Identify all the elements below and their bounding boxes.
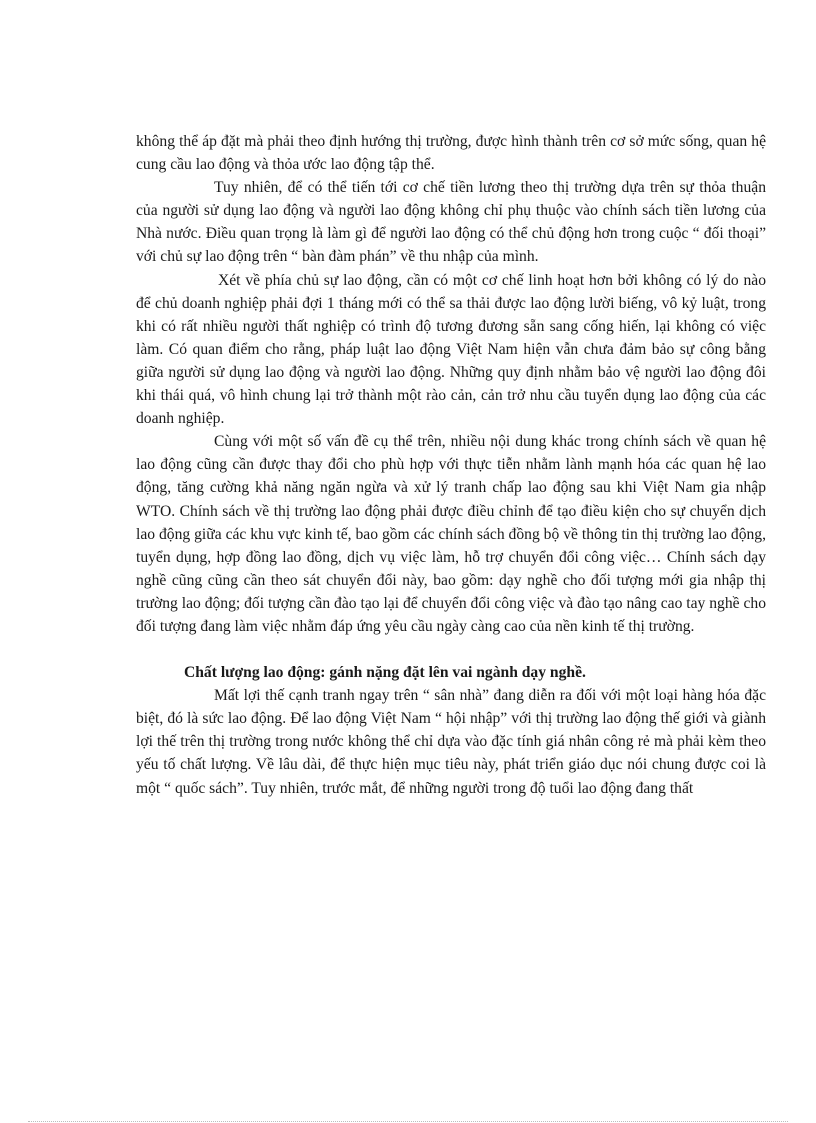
- page-bottom-border: [28, 1121, 788, 1122]
- paragraph-wage-mechanism: Tuy nhiên, để có thể tiến tới cơ chế tiền lương theo thị trường dựa trên sự thỏa thuận của người sử dụng lao động và người lao động không chỉ phụ thuộc vào chính sách tiền lương của Nhà nước. Điều quan trọng là làm gì để người lao động có thể chủ động hơn trong cuộc “ đối thoại” với chủ sự lao động trên “ bàn đàm phán” về thu nhập của mình.: [136, 179, 766, 266]
- paragraph-labor-policy: Cùng với một số vấn đề cụ thể trên, nhiều nội dung khác trong chính sách về quan hệ lao động cũng cần được thay đổi cho phù hợp với thực tiễn nhằm lành mạnh hóa các quan hệ lao động, tăng cường khả năng ngăn ngừa và xử lý tranh chấp lao động sau khi Việt Nam gia nhập WTO. Chính sách về thị trường lao động phải được điều chỉnh để tạo điều kiện cho sự chuyển dịch lao động giữa các khu vực kinh tế, bao gồm các chính sách đồng bộ về thông tin thị trường lao động, tuyển dụng, hợp đồng lao đồng, dịch vụ việc làm, hỗ trợ chuyển đổi công việc… Chính sách dạy nghề cũng cũng cần theo sát chuyển đổi này, bao gồm: dạy nghề cho đối tượng mới gia nhập thị trường lao động; đối tượng cần đào tạo lại để chuyển đổi công việc và đào tạo nâng cao tay nghề cho đối tượng đang làm việc nhằm đáp ứng yêu cầu ngày càng cao của nền kinh tế thị trường.: [136, 433, 766, 635]
- paragraph-employer-side: Xét về phía chủ sự lao động, cần có một cơ chế linh hoạt hơn bởi không có lý do nào để chủ doanh nghiệp phải đợi 1 tháng mới có thể sa thải được lao động lười biếng, vô kỷ luật, trong khi có rất nhiều người thất nghiệp có trình độ tương đương sẵn sang cống hiến, lại không có việc làm. Có quan điểm cho rằng, pháp luật lao động Việt Nam hiện vẫn chưa đảm bảo sự công bằng giữa người sử dụng lao động và người lao động. Những quy định nhằm bảo vệ người lao động đôi khi thái quá, vô hình chung lại trở thành một rào cản, cản trở nhu cầu tuyển dụng lao động của các doanh nghiệp.: [136, 271, 766, 428]
- document-body: [136, 130, 766, 800]
- paragraph-continuation: không thể áp đặt mà phải theo định hướng thị trường, được hình thành trên cơ sở mức sống, quan hệ cung cầu lao động và thỏa ước lao động tập thể.: [136, 133, 766, 174]
- paragraph-spacer: [136, 638, 766, 661]
- section-heading: Chất lượng lao động: gánh nặng đặt lên vai ngành dạy nghề.: [184, 664, 586, 682]
- paragraph-labor-quality: Mất lợi thế cạnh tranh ngay trên “ sân nhà” đang diễn ra đối với một loại hàng hóa đặc biệt, đó là sức lao động. Để lao động Việt Nam “ hội nhập” với thị trường lao động thế giới và giành lợi thế trên thị trường trong nước không thể chỉ dựa vào đặc tính giá nhân công rẻ mà phải kèm theo yếu tố chất lượng. Về lâu dài, để thực hiện mục tiêu này, phát triển giáo dục nói chung được coi là một “ quốc sách”. Tuy nhiên, trước mắt, để những người trong độ tuổi lao động đang thất: [136, 687, 766, 797]
